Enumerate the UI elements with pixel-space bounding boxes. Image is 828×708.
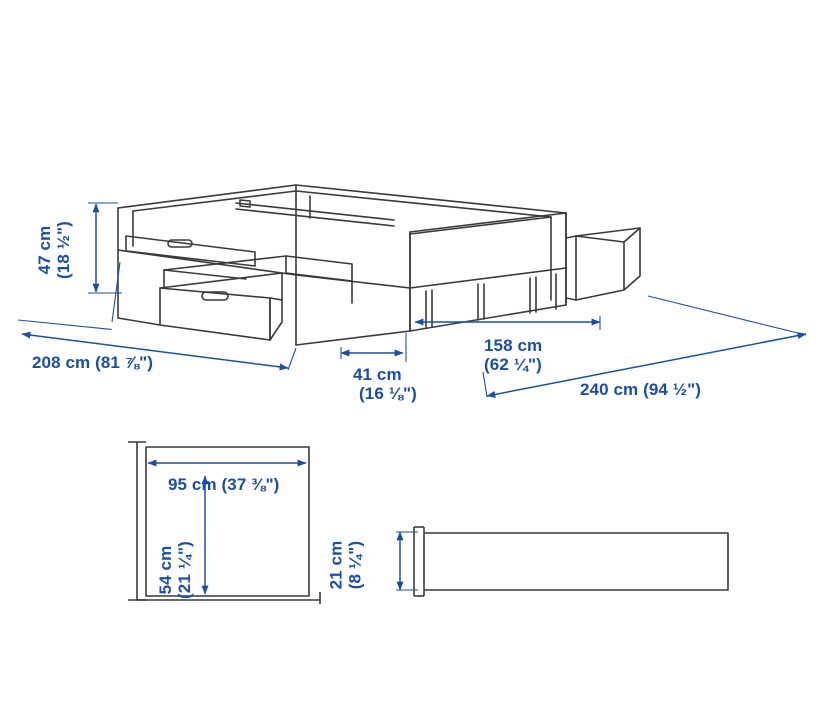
- total-width-metric: 240 cm: [580, 380, 639, 399]
- drawer-length-imperial: (21 ¼"): [175, 541, 194, 599]
- drawer-height-metric: 21 cm: [325, 540, 345, 590]
- dimension-label-height: [26, 222, 82, 278]
- footboard-width-metric: 158 cm: [484, 336, 543, 355]
- dimension-label-drawer-depth: [353, 365, 417, 403]
- drawer-width-metric: 95 cm: [168, 475, 217, 494]
- drawer-depth-imperial: (16 ⅛"): [359, 384, 417, 404]
- height-metric: 47 cm: [34, 225, 54, 275]
- footboard-width-imperial: (62 ¼"): [484, 355, 542, 375]
- drawer-width-imperial: (37 ⅜"): [221, 475, 280, 494]
- bed-frame-illustration: [118, 185, 640, 345]
- height-imperial: (18 ½"): [54, 221, 73, 279]
- dimension-label-total-width: [580, 380, 701, 399]
- total-width-imperial: (94 ½"): [643, 380, 701, 399]
- drawer-length-metric: 54 cm: [155, 545, 175, 595]
- dimension-label-footboard-width: [484, 336, 542, 374]
- dimension-label-drawer-height: [315, 505, 375, 625]
- drawer-depth-metric: 41 cm: [353, 365, 402, 384]
- dimension-label-drawer-width: [168, 475, 279, 494]
- dimension-label-length: [32, 353, 153, 372]
- drawer-height-imperial: (8 ¼"): [344, 540, 364, 590]
- dimension-label-drawer-length: [145, 505, 205, 635]
- drawer-side-illustration: [414, 527, 728, 596]
- length-metric: 208 cm: [32, 353, 91, 372]
- length-imperial: (81 ⅞"): [95, 353, 153, 372]
